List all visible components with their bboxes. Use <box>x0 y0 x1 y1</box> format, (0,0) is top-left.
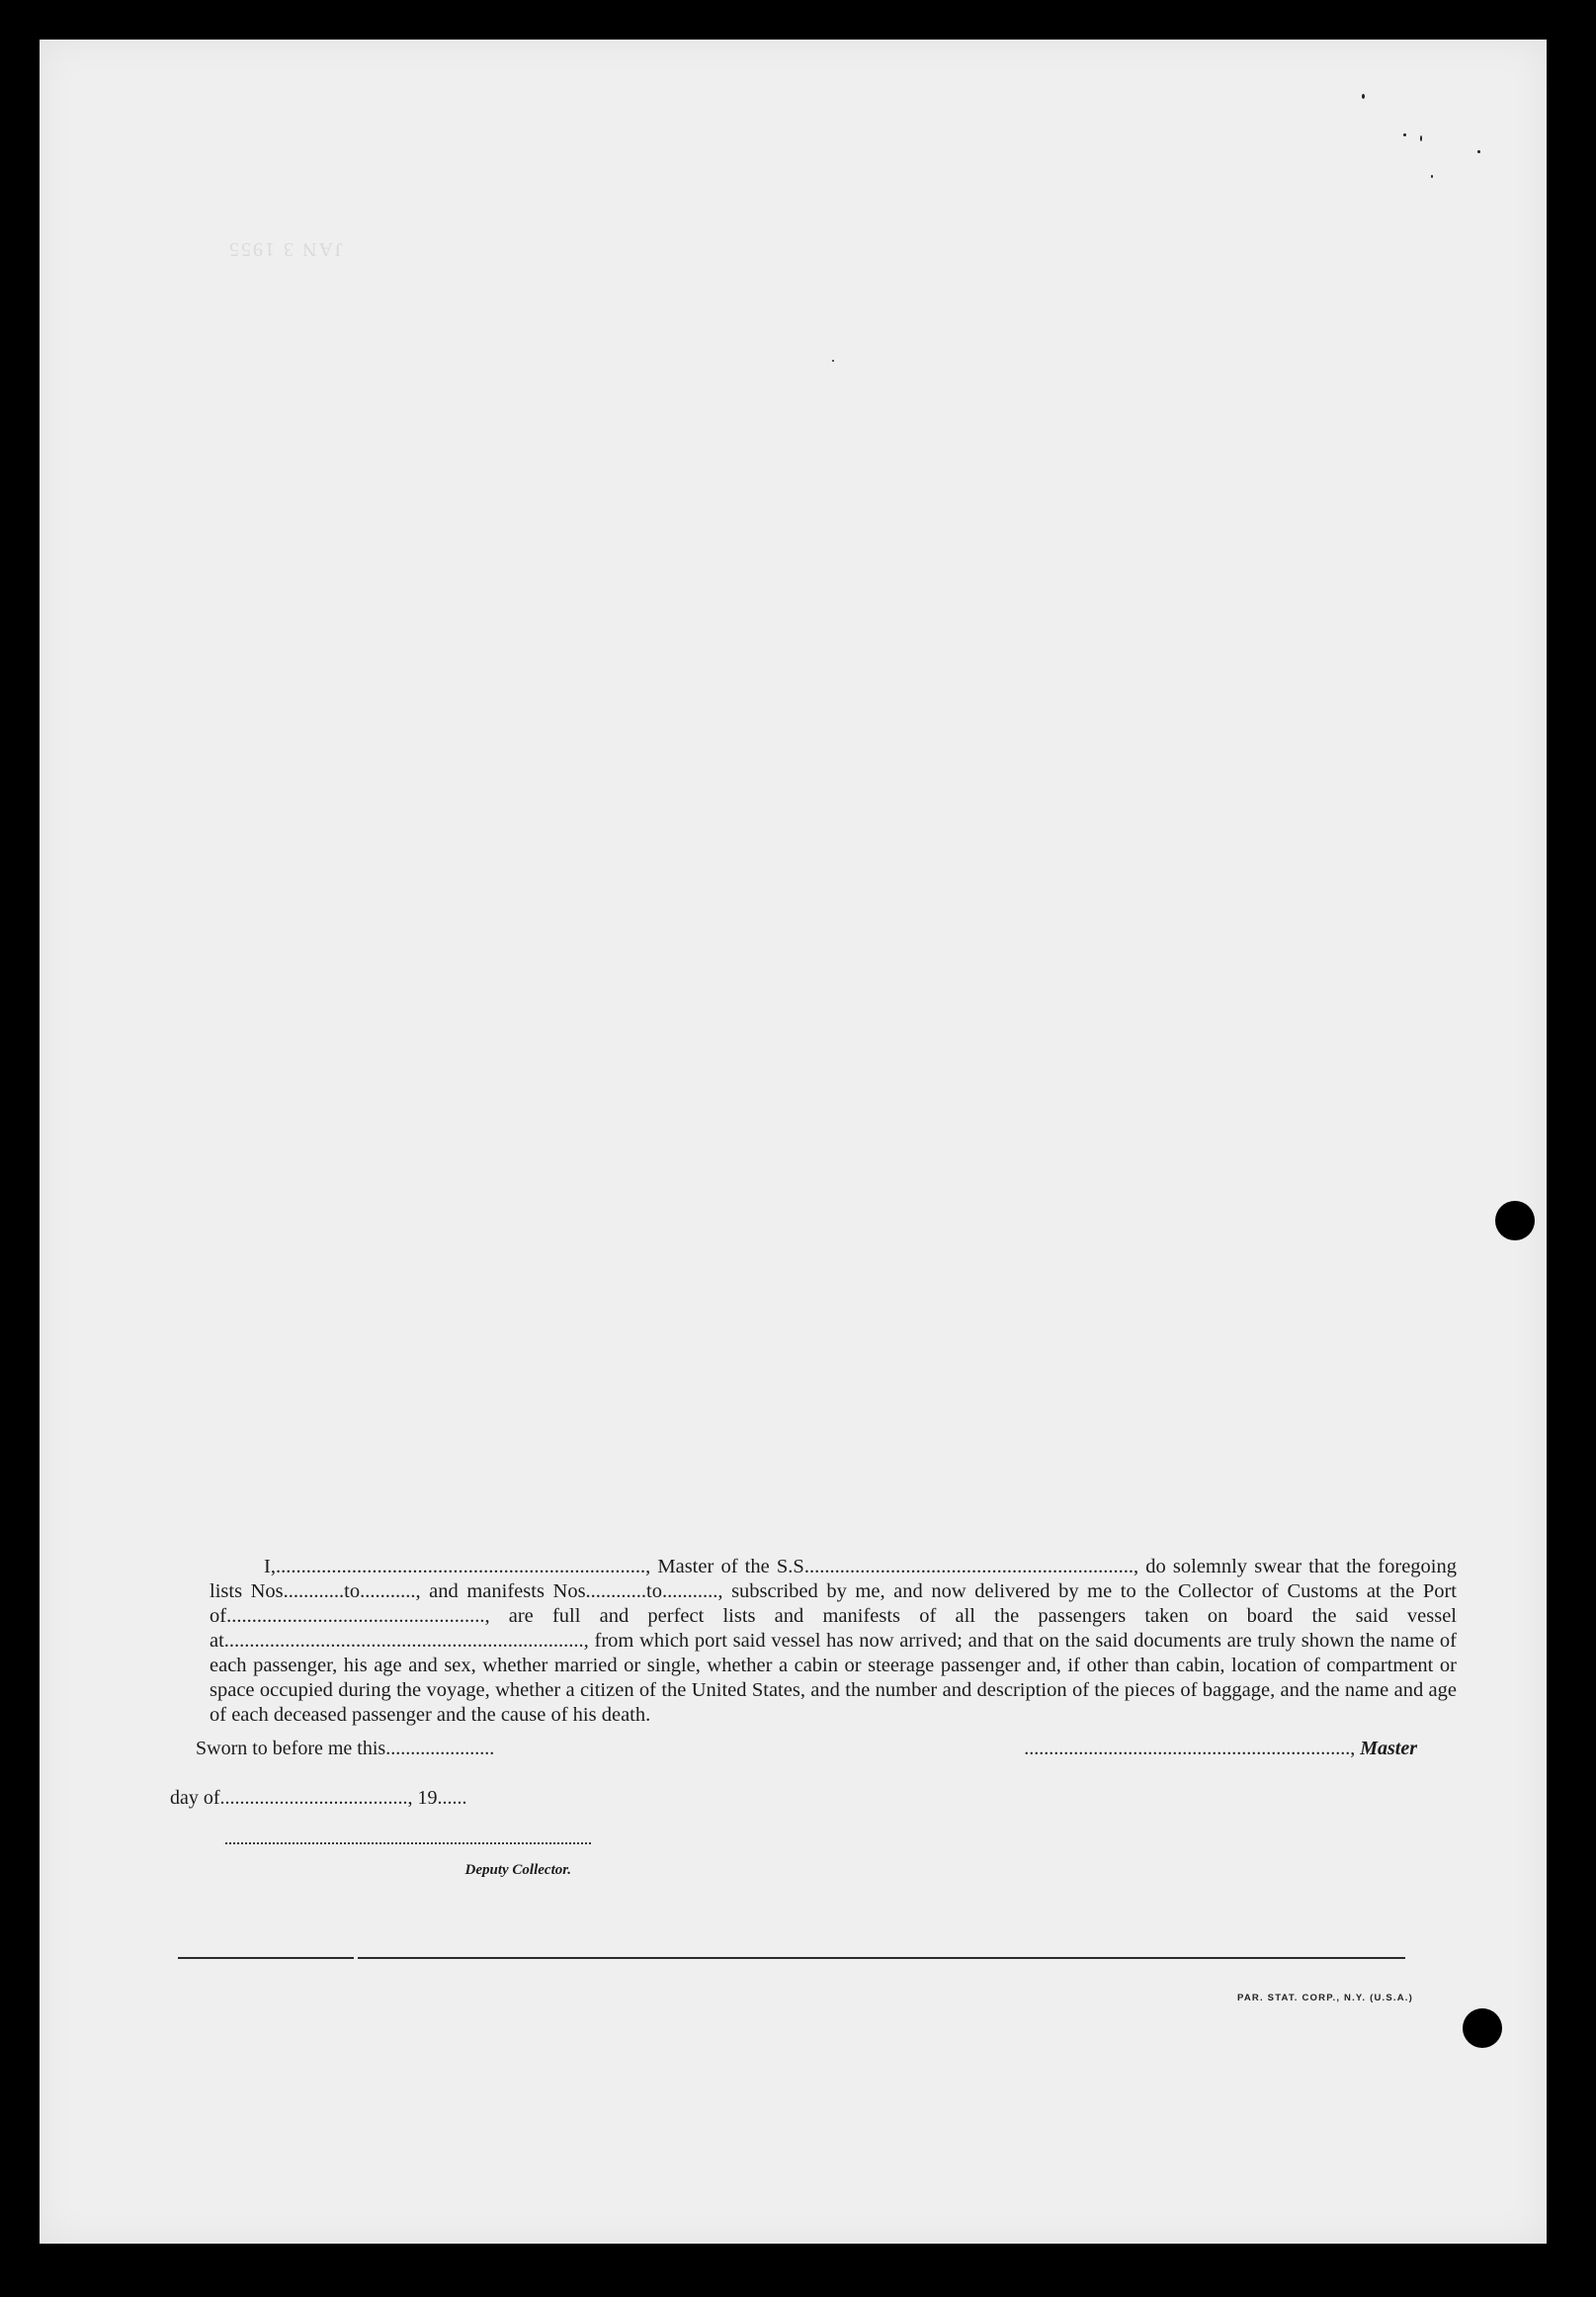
master-label: Master <box>1360 1738 1417 1759</box>
oath-text: I,........................................................................., Master of the S.S................................................................., do solemnly swear that the foregoing lists Nos............to..........., and manifests Nos............to..........., subscribed by me, and now delivered by me to the Collector of Customs at the Port of..................................................., are full and perfect lists and manifests of all the passengers taken on board the said vessel at......................................................................., from which port said vessel has now arrived; and that on the said documents are truly shown the name of each passenger, his age and sex, whether married or single, whether a cabin or steerage passenger and, if other than cabin, location of compartment or space occupied during the voyage, whether a citizen of the United States, and the number and description of the pieces of baggage, and the name and age of each deceased passenger and the cause of his death. <box>210 1556 1457 1726</box>
footer-rule-left <box>178 1957 354 1959</box>
oath-paragraph <box>210 1555 1457 1728</box>
bleed-through-text: JAN 3 1955 <box>227 238 343 260</box>
day-of-line: day of......................................, 19...... <box>170 1787 467 1809</box>
deputy-collector-label: Deputy Collector. <box>464 1862 571 1878</box>
punch-hole <box>1495 1201 1535 1240</box>
master-dots: .................................................................., <box>1024 1738 1361 1759</box>
sworn-line: Sworn to before me this...................... <box>196 1738 495 1759</box>
document-page <box>40 40 1547 2244</box>
footer-rule-right <box>358 1957 1405 1959</box>
punch-hole <box>1463 2008 1502 2048</box>
printer-imprint: PAR. STAT. CORP., N.Y. (U.S.A.) <box>1237 1993 1413 2003</box>
master-signature-line <box>913 1738 1417 1760</box>
deputy-signature-line <box>225 1842 591 1844</box>
